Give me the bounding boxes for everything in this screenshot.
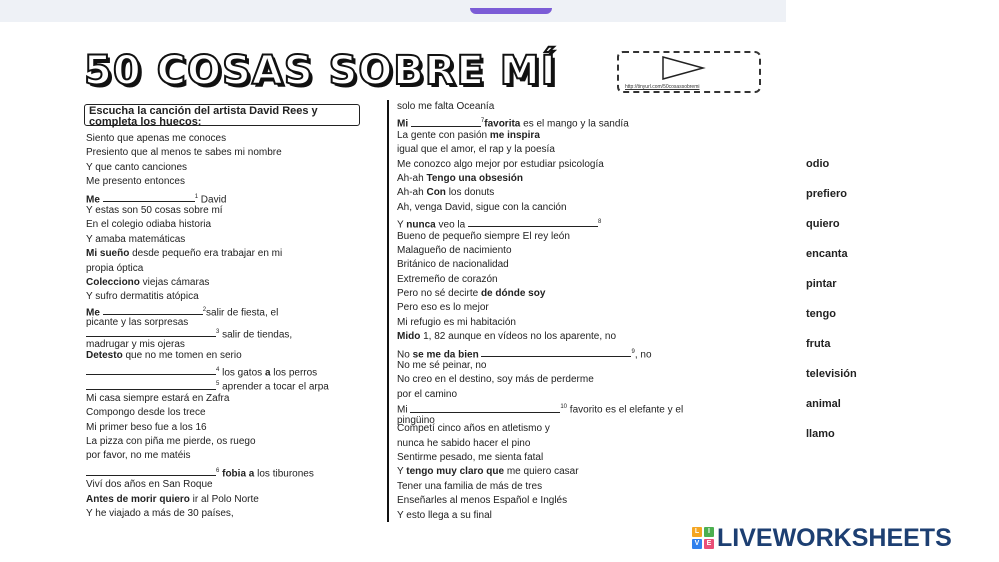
lyric-line: Tener una familia de más de tres: [397, 480, 543, 492]
lyric-line: [397, 287, 727, 301]
lyric-line: Británico de nacionalidad: [397, 259, 509, 271]
blank-input-2[interactable]: [103, 305, 203, 315]
bold-word: Me: [86, 193, 100, 205]
top-toolbar: [0, 0, 786, 22]
lyric-line: [86, 377, 386, 391]
video-player-box[interactable]: [617, 51, 761, 93]
word-option[interactable]: pintar: [806, 278, 837, 290]
lyric-line: La pizza con piña me pierde, os ruego: [86, 436, 256, 448]
lyric-line: Sentirme pesado, me sienta fatal: [397, 451, 544, 463]
blank-number: 10: [560, 404, 568, 411]
lyric-text: Ah-ah: [397, 187, 427, 199]
lyric-text: Ah-ah: [397, 172, 427, 184]
video-link[interactable]: http://tinyurl.com/50cosassobremi: [625, 84, 700, 90]
bold-word: Me: [86, 307, 100, 319]
word-option[interactable]: prefiero: [806, 188, 847, 200]
blank-input-4[interactable]: [86, 365, 216, 375]
lyric-line: Enseñarles al menos Español e Inglés: [397, 495, 568, 507]
blank-input-9[interactable]: [481, 347, 631, 357]
lyric-line: [86, 327, 386, 349]
blank-number: 8: [597, 219, 602, 226]
blank-input-5[interactable]: [86, 380, 216, 390]
lyric-line: solo me falta Oceanía: [397, 101, 495, 112]
lyrics-left-column: [86, 132, 386, 521]
lyric-text: veo la: [435, 219, 468, 231]
bold-word: nunca: [406, 219, 436, 231]
lyric-line: [397, 215, 727, 229]
bold-word: me inspira: [489, 129, 540, 141]
word-option[interactable]: odio: [806, 158, 830, 170]
word-option[interactable]: animal: [806, 398, 841, 410]
bold-word: tengo muy claro que: [406, 466, 505, 478]
play-icon[interactable]: [659, 55, 707, 81]
bold-word: Con: [426, 187, 446, 199]
lyric-line: Mi casa siempre estará en Zafra: [86, 392, 230, 404]
lyric-text: los tiburones: [254, 468, 314, 480]
logo-letter: L: [692, 527, 702, 537]
lyric-line: Siento que apenas me conoces: [86, 133, 227, 144]
lyric-text: pingüino: [397, 414, 435, 426]
bold-word: fobia a: [219, 468, 255, 480]
bold-word: de dónde soy: [480, 288, 546, 300]
lyric-text: 1, 82 aunque en vídeos no los aparente, no: [420, 331, 617, 343]
lyric-line: Presiento que al menos te sabes mi nombre: [86, 147, 282, 159]
lyric-line: [86, 276, 386, 290]
lyric-line: Extremeño de corazón: [397, 273, 498, 285]
lyric-line: [86, 493, 386, 507]
word-option[interactable]: llamo: [806, 428, 835, 440]
lyric-line: por favor, no me matéis: [86, 450, 191, 462]
bold-word: se me da bien: [412, 348, 479, 360]
blank-number: 1: [194, 193, 199, 200]
lyric-text: los perros: [270, 367, 318, 379]
blank-number: 5: [216, 381, 220, 388]
toolbar-tab-indicator: [470, 8, 552, 14]
lyric-line: [397, 330, 727, 344]
lyric-line: Y he viajado a más de 30 países,: [86, 507, 234, 519]
lyric-line: Compongo desde los trece: [86, 407, 206, 419]
blank-number: 7: [480, 118, 485, 125]
lyric-line: por el camino: [397, 388, 458, 400]
logo-letter: E: [704, 539, 714, 549]
word-bank: [806, 156, 857, 456]
lyrics-right-column: [397, 100, 727, 523]
lyric-text: La gente con pasión: [397, 129, 490, 141]
lyric-line: Me presento entonces: [86, 176, 185, 188]
lyric-text: Mi: [397, 404, 408, 416]
lyric-line: Mi primer beso fue a los 16: [86, 421, 207, 433]
lyric-text: picante y las sorpresas: [86, 317, 189, 329]
column-divider: [387, 100, 389, 522]
lyric-text: favorito es el elefante y el: [567, 404, 684, 416]
logo-letter: I: [704, 527, 714, 537]
bold-word: Mi: [397, 118, 409, 130]
bold-word: a: [264, 367, 271, 379]
lyric-line: Pero eso es lo mejor: [397, 302, 489, 314]
blank-input-10[interactable]: [410, 403, 560, 413]
lyric-line: Viví dos años en San Roque: [86, 479, 213, 491]
bold-word: Detesto: [86, 349, 123, 361]
blank-input-3[interactable]: [86, 327, 216, 337]
lyric-line: Y amaba matemáticas: [86, 233, 186, 245]
lyric-text: viejas cámaras: [139, 276, 210, 288]
lyric-line: [397, 402, 727, 426]
lyric-line: Me conozco algo mejor por estudiar psicología: [397, 158, 604, 170]
lyric-text: Y: [397, 466, 407, 478]
blank-number: 6: [216, 467, 220, 474]
bold-word: Tengo una obsesión: [426, 172, 523, 184]
blank-input-6[interactable]: [86, 466, 216, 476]
lyric-text: que no me tomen en serio: [122, 349, 242, 361]
bold-word: Mido: [397, 331, 421, 343]
lyric-text: madrugar y mis ojeras: [86, 339, 185, 351]
lyric-line: Y esto llega a su final: [397, 509, 492, 521]
lyric-line: [397, 465, 727, 479]
logo-grid-icon: [692, 527, 714, 549]
blank-number: 9: [631, 348, 635, 355]
lyric-line: [86, 363, 386, 377]
word-option[interactable]: fruta: [806, 338, 831, 350]
lyric-line: [86, 464, 386, 478]
lyric-line: Y sufro dermatitis atópica: [86, 291, 199, 303]
lyric-text: Y: [397, 219, 407, 231]
lyric-line: No creo en el destino, soy más de perderme: [397, 374, 594, 386]
lyric-line: [397, 345, 727, 359]
lyric-line: Ah, venga David, sigue con la canción: [397, 201, 567, 213]
lyric-line: igual que el amor, el rap y la poesía: [397, 144, 555, 156]
lyric-text: desde pequeño era trabajar en mi: [129, 248, 283, 260]
lyric-text: los gatos: [219, 367, 265, 379]
blank-number: 2: [202, 306, 207, 313]
blank-number: 3: [216, 328, 220, 335]
instructions-box: Escucha la canción del artista David Rees y completa los huecos:: [84, 104, 360, 126]
bold-word: favorita: [484, 118, 521, 130]
lyric-line: [86, 247, 386, 261]
lyric-text: salir de fiesta, el: [206, 307, 279, 319]
lyric-line: [397, 114, 727, 128]
lyric-line: [86, 305, 386, 327]
lyric-line: [397, 129, 727, 143]
lyric-text: ir al Polo Norte: [189, 493, 259, 505]
lyric-text: , no: [634, 348, 652, 360]
logo-letter: V: [692, 539, 702, 549]
liveworksheets-logo: [692, 524, 952, 552]
lyric-line: No me sé peinar, no: [397, 360, 487, 372]
lyric-text: No: [397, 348, 413, 360]
bold-word: Colecciono: [86, 276, 140, 288]
word-option[interactable]: tengo: [806, 308, 836, 320]
lyric-line: [397, 172, 727, 186]
lyric-text: David: [198, 193, 227, 205]
bold-word: Antes de morir quiero: [86, 493, 190, 505]
word-option[interactable]: encanta: [806, 248, 848, 260]
word-option[interactable]: televisión: [806, 368, 857, 380]
lyric-line: Y que canto canciones: [86, 161, 188, 173]
blank-input-8[interactable]: [468, 217, 598, 227]
logo-text: LIVEWORKSHEETS: [717, 523, 952, 552]
lyric-line: propia óptica: [86, 262, 144, 274]
lyric-line: nunca he sabido hacer el pino: [397, 437, 531, 449]
lyric-line: Mi refugio es mi habitación: [397, 316, 516, 328]
blank-input-7[interactable]: [411, 117, 481, 127]
worksheet-title: 50 COSAS SOBRE MÍ: [84, 48, 557, 94]
lyric-line: Bueno de pequeño siempre El rey león: [397, 230, 570, 242]
lyric-line: [397, 186, 727, 200]
lyric-text: salir de tiendas,: [219, 329, 293, 341]
lyric-line: Y estas son 50 cosas sobre mí: [86, 204, 223, 216]
lyric-text: es el mango y la sandía: [520, 118, 629, 130]
lyric-line: Malagueño de nacimiento: [397, 244, 512, 256]
word-option[interactable]: quiero: [806, 218, 840, 230]
lyric-line: [86, 190, 386, 204]
lyric-line: Competí cinco años en atletismo y: [397, 423, 550, 435]
blank-input-1[interactable]: [103, 192, 195, 202]
lyric-line: [86, 349, 386, 363]
bold-word: Mi sueño: [86, 248, 130, 260]
lyric-text: Pero no sé decirte: [397, 288, 481, 300]
lyric-line: En el colegio odiaba historia: [86, 219, 212, 231]
lyric-text: los donuts: [445, 187, 495, 199]
lyric-text: me quiero casar: [504, 466, 579, 478]
lyric-text: aprender a tocar el arpa: [219, 381, 329, 393]
blank-number: 4: [216, 367, 220, 374]
